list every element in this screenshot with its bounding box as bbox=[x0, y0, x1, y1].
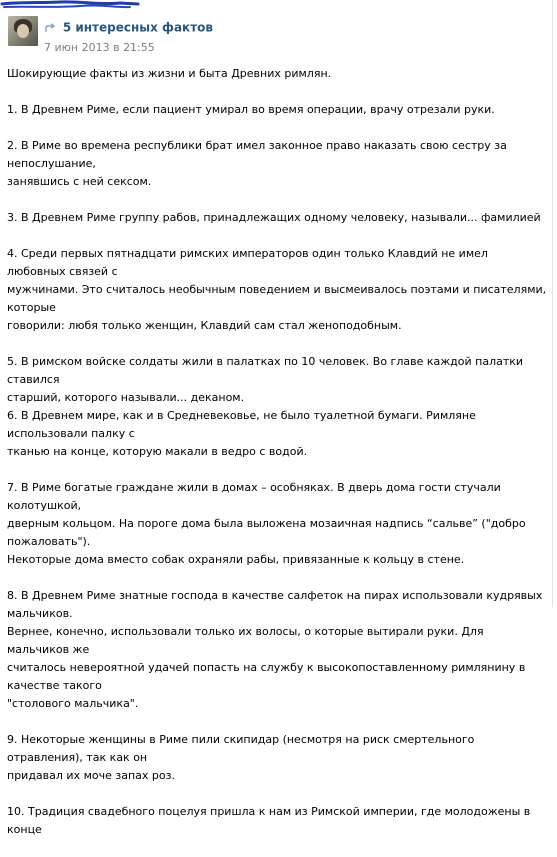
fact-item: 6. В Древнем мире, как и в Средневековье, не было туалетной бумаги. Римляне использовали палку с тканью на конце, которую макали в ведро с водой. bbox=[7, 409, 476, 458]
fact-item: 1. В Древнем Риме, если пациент умирал во время операции, врачу отрезали руки. bbox=[7, 103, 495, 116]
post-intro: Шокирующие факты из жизни и быта Древних римлян. bbox=[7, 67, 332, 80]
post-title-row bbox=[44, 20, 213, 35]
fact-item: 4. Среди первых пятнадцати римских императоров один только Клавдий не имел любовных связей с мужчинами. Это считалось необычным поведением и высмеивалось поэтами и писателями, которые говорили: любя только женщин, Клавдий сам стал женоподобным. bbox=[7, 247, 547, 332]
fact-item: 7. В Риме богатые граждане жили в домах – особняках. В дверь дома гости стучали колотушкой, дверным кольцом. На пороге дома была выложена мозаичная надпись “сальве” ("добро пожаловать"). Некоторые дома вместо собак охраняли рабы, привязанные к кольцу в стене. bbox=[7, 481, 526, 566]
redaction-scribble bbox=[0, 0, 140, 14]
fact-item: 10. Традиция свадебного поцелуя пришла к нам из Римской империи, где молодожены в конце bbox=[7, 805, 531, 836]
fact-item: 3. В Древнем Риме группу рабов, принадлежащих одному человеку, называли... фамилией bbox=[7, 211, 541, 224]
fact-item: 2. В Риме во времена республики брат имел законное право наказать свою сестру за непослушание, занявшись с ней сексом. bbox=[7, 139, 507, 188]
fact-item: 9. Некоторые женщины в Риме пили скипидар (несмотря на риск смертельного отравления), так как он придавал их моче запах роз. bbox=[7, 733, 475, 782]
user-avatar[interactable] bbox=[8, 16, 38, 46]
repost-arrow-icon bbox=[44, 22, 56, 34]
post-body bbox=[7, 65, 547, 857]
fact-item: 8. В Древнем Риме знатные господа в качестве салфеток на пирах использовали кудрявых мальчиков. Вернее, конечно, использовали только их волосы, о которые вытирали руки. Для мальчиков же считалось невероятной удачей попасть на службу к высокопоставленному римлянину в качестве такого "столового мальчика". bbox=[7, 589, 543, 710]
avatar-face bbox=[17, 24, 29, 38]
fact-item: 5. В римском войске солдаты жили в палатках по 10 человек. Во главе каждой палатки ставился старший, которого называли... деканом. bbox=[7, 355, 524, 404]
post-date[interactable]: 7 июн 2013 в 21:55 bbox=[44, 41, 155, 54]
post-title-link[interactable]: 5 интересных фактов bbox=[62, 20, 213, 35]
